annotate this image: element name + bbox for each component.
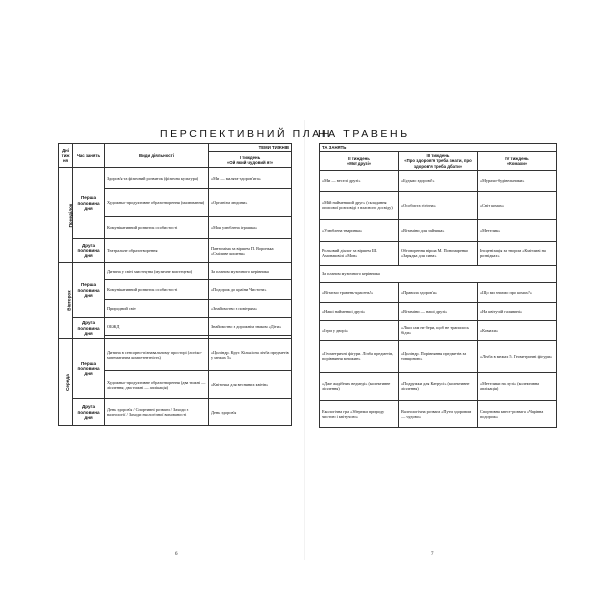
tue-music-row: За планом музичного керівника [320, 265, 557, 282]
wed-w3-r3: Валеологічна розвага «Пути здоровим — чудово» [399, 400, 478, 427]
tue-w2-r3: «Ігри у дворі» [320, 320, 399, 340]
wed-w1-r1: «Циліндр. Круг. Кількісна лічба предметів у межах 5» [209, 339, 292, 371]
page-number-right: 7 [431, 552, 434, 557]
header-time: Час занять [73, 144, 105, 168]
week-3-theme: «Про здоров'я треба знати, про здоров'я треба дбати» [404, 158, 472, 169]
tue-w2-r2: «Наші найменші друзі» [320, 302, 399, 320]
mon-w3-r3: «Вітаміни для зайчика» [399, 219, 478, 241]
activity-speech: Комунікативний розвиток особистості [105, 217, 209, 239]
day-monday: Понеділок [59, 168, 73, 263]
wed-w4-r3: Спортивна квест-розвага «Чарівна подорож» [478, 400, 557, 427]
tue-w1-r2: «Знайомство з повітрям» [209, 300, 292, 318]
header-week-3 [399, 152, 478, 171]
activity-speech-2: Комунікативний розвиток особистості [105, 280, 209, 300]
tue-w4-r2: «На квітучій галявині» [478, 302, 557, 320]
page-number-left: 6 [175, 552, 178, 557]
week-2-label: ІІ тиждень [348, 155, 370, 161]
activity-health: Здоров'я та фізичний розвиток (фізична культура) [105, 168, 209, 189]
mon-w4-r4: Інсценізація за твором «Кмітливі на розвідках» [478, 241, 557, 265]
wed-w1-r2: «Квіточка для весняних квітів» [209, 371, 292, 399]
tue-w2-r1: «Вітаємо травень-красень!» [320, 282, 399, 302]
mon-w1-r2: «Організм людини» [209, 189, 292, 217]
day-wednesday: Середа [59, 339, 73, 426]
activity-art-draw: Художньо-продуктивне образотворення (малювання) [105, 189, 209, 217]
tuesday-second-half: Друга половина дня [73, 318, 105, 339]
mon-w4-r3: «Метелик» [478, 219, 557, 241]
day-tuesday: Вівторок [59, 263, 73, 339]
header-activity: Види діяльності [105, 144, 209, 168]
mon-w1-r4: Пантоміма за віршем П. Воронька «Сміливе кошеня» [209, 239, 292, 263]
header-themes: ТЕМИ ТИЖНІВ [209, 144, 292, 152]
wed-w4-r1: «Лічба в межах 5. Геометричні фігури» [478, 340, 557, 372]
header-week-1 [209, 152, 292, 168]
tue-w1-r1: «Подорож до країни Чистоти» [209, 280, 292, 300]
tuesday-first-half: Перша половина дня [73, 263, 105, 318]
wed-w1-r3: День здоров'я [209, 399, 292, 426]
activity-sensor: Дитина в сенсорно-пізнавальному просторі (логіко-математична компетентність) [105, 339, 209, 371]
header-week-2 [320, 152, 399, 171]
left-plan-table [58, 143, 292, 426]
wed-w4-r2: «Метелики на лузі» (колективна аплікація) [478, 372, 557, 400]
mon-w3-r1: «Будьмо здорові!» [399, 170, 478, 191]
title-left: ПЕРСПЕКТИВНИЙ ПЛАН [160, 128, 333, 140]
wed-w3-r1: «Циліндр. Порівняння предметів за товщиною» [399, 340, 478, 372]
header-day-of-week: Дні тижня [59, 144, 73, 168]
mon-w1-r1: «Ми — малята-здоров'ята» [209, 168, 292, 189]
week-4-label: ІV тиждень [505, 155, 529, 161]
mon-w2-r4: Рольовий діалог за віршем Ш. Амонашвілі «Мов» [320, 241, 399, 265]
title-right: НА ТРАВЕНЬ [318, 128, 410, 140]
week-4-theme: «Комахи» [506, 161, 528, 166]
right-plan-table [319, 143, 557, 428]
activity-art-mixed: Художньо-продуктивне образотворення (два тижні — ліплення; два тижні — аплікація) [105, 371, 209, 399]
activity-theatre: Театральне образотворення [105, 239, 209, 263]
week-1-theme: «Ой який чудовий я!» [226, 159, 274, 165]
tue-w3-r2: «Вітаміни — наші друзі» [399, 302, 478, 320]
activity-music: Дитина у світі мистецтва (музичне мистецтво) [105, 263, 209, 280]
activity-nature: Природний світ [105, 300, 209, 318]
wednesday-first-half: Перша половина дня [73, 339, 105, 399]
mon-w3-r2: «Особиста гігієна» [399, 191, 478, 219]
tue-w1-music: За планом музичного керівника [209, 263, 292, 280]
tue-w4-r3: «Комахи» [478, 320, 557, 340]
tue-w3-r3: «Ліки сам не бери, щоб не трапилось біди» [399, 320, 478, 340]
wed-w3-r2: «Подружки для Катрусі» (колективне ліплення) [399, 372, 478, 400]
week-2-theme: «Мої друзі» [346, 161, 372, 166]
mon-w4-r1: «Мурахи-будівельники» [478, 170, 557, 191]
tue-w3-r1: «Правила здоров'я» [399, 282, 478, 302]
week-3-label: ІІІ тиждень [426, 153, 450, 159]
mon-w2-r2: «Мій найменший друг» (складання описової розповіді з власного досвіду) [320, 191, 399, 219]
mon-w2-r3: «Улюблена тваринка» [320, 219, 399, 241]
page-gutter [304, 120, 305, 560]
tue-w4-r1: «Що ми знаємо про комах?» [478, 282, 557, 302]
wednesday-second-half: Друга половина дня [73, 399, 105, 426]
mon-w3-r4: Обговорення вірша М. Пономаренко «Зарядка для сина» [399, 241, 478, 265]
wed-w2-r2: «Дже жадібних ведмеді» (колективне ліплення) [320, 372, 399, 400]
wed-w2-r1: «Геометричні фігури. Лічба предметів, порівняння множин» [320, 340, 399, 372]
monday-second-half: Друга половина дня [73, 239, 105, 263]
mon-w2-r1: «Ми — веселі друзі» [320, 170, 399, 191]
mon-w4-r2: «Світ комах» [478, 191, 557, 219]
activity-obzhd: ОБЖД [105, 318, 209, 336]
activity-day-sport: День здоров'я / Спортивні розваги / Заходи з валеології / Заходи екологічної вихованості [105, 399, 209, 426]
tue-w1-r3: Знайомство з дорожнім знаком «Діти» [209, 318, 292, 336]
mon-w1-r3: «Моя улюблена іграшка» [209, 217, 292, 239]
week-1-label: І тиждень [239, 154, 261, 160]
monday-first-half: Перша половина дня [73, 168, 105, 239]
header-week-4 [478, 152, 557, 171]
header-ta-zanyat: ТА ЗАНЯТЬ [320, 144, 557, 152]
wed-w2-r3: Екологічна гра «Збережи природу чистою і квітучою» [320, 400, 399, 427]
